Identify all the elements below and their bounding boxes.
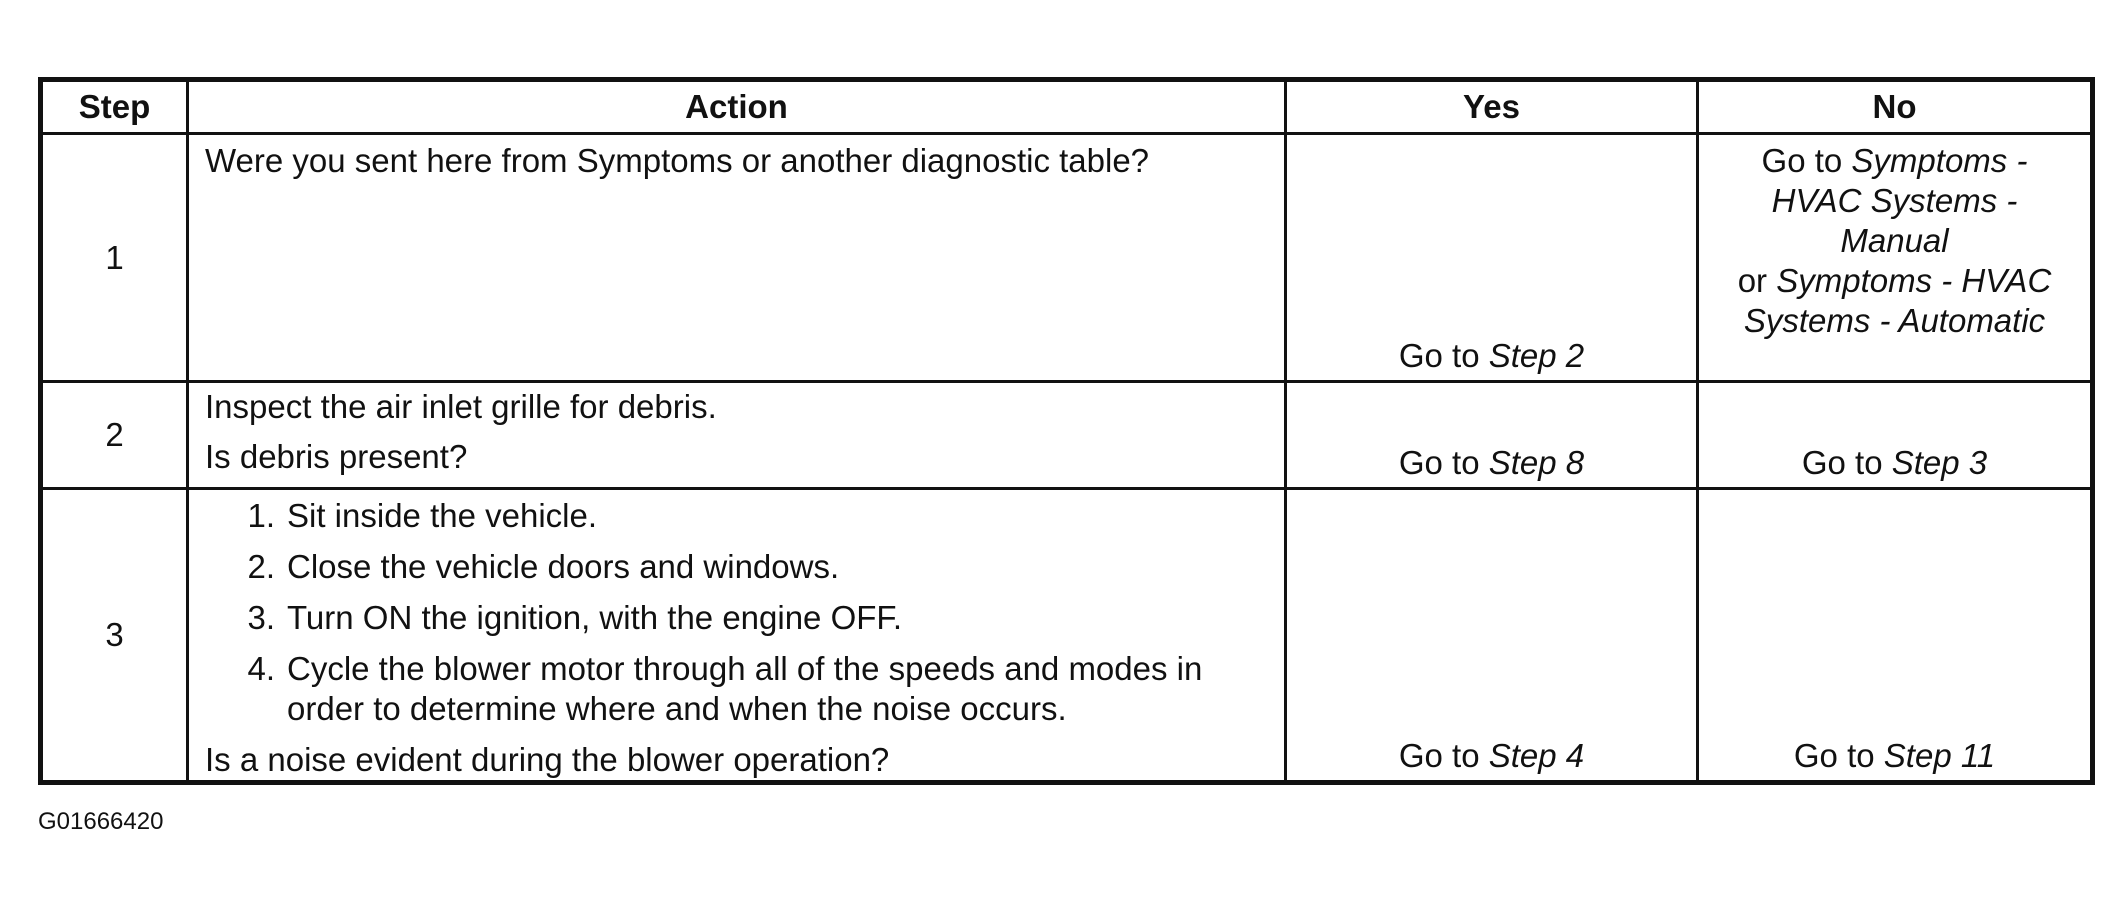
- list-item-text: Cycle the blower motor through all of the speeds and modes in order to determine where and when the noise occurs.: [287, 650, 1203, 727]
- no-reference[interactable]: [1699, 736, 2090, 780]
- table-row: [41, 489, 2093, 783]
- no-line-prefix: or: [1737, 262, 1777, 299]
- no-line-link[interactable]: Symptoms -: [1851, 142, 2028, 179]
- no-line: [1699, 221, 2090, 261]
- no-cell: [1698, 382, 2093, 489]
- yes-step-link[interactable]: Step 4: [1488, 737, 1585, 774]
- yes-prefix: Go to: [1398, 337, 1489, 374]
- action-question: Were you sent here from Symptoms or another diagnostic table?: [205, 142, 1150, 179]
- yes-step-link[interactable]: Step 2: [1488, 337, 1585, 374]
- yes-cell: [1286, 489, 1698, 783]
- no-line: [1699, 301, 2090, 341]
- no-line: [1699, 141, 2090, 181]
- list-item: [205, 649, 1270, 729]
- action-cell: [188, 489, 1286, 783]
- header-action: Action: [188, 80, 1286, 134]
- no-step-link[interactable]: Step 11: [1883, 737, 1996, 774]
- list-item-number: 4.: [247, 650, 275, 687]
- yes-reference[interactable]: [1287, 443, 1696, 487]
- step-number: 2: [41, 382, 188, 489]
- figure-id: G01666420: [38, 808, 164, 835]
- list-item: [205, 496, 1270, 536]
- header-no: No: [1698, 80, 2093, 134]
- yes-prefix: Go to: [1398, 737, 1489, 774]
- action-cell: [188, 382, 1286, 489]
- yes-step-link[interactable]: Step 8: [1488, 444, 1585, 481]
- table-header-row: [41, 80, 2093, 134]
- list-item-number: 1.: [247, 497, 275, 534]
- list-item-number: 2.: [247, 548, 275, 585]
- no-line-link[interactable]: Systems - Automatic: [1743, 302, 2046, 339]
- action-instruction: Inspect the air inlet grille for debris.: [205, 388, 717, 425]
- action-cell: [188, 134, 1286, 382]
- table-row: [41, 134, 2093, 382]
- diagnostic-table: [38, 77, 2095, 785]
- no-prefix: Go to: [1801, 444, 1892, 481]
- header-yes: Yes: [1286, 80, 1698, 134]
- yes-cell: [1286, 382, 1698, 489]
- no-line-link[interactable]: Manual: [1840, 222, 1949, 259]
- no-line: [1699, 181, 2090, 221]
- no-step-link[interactable]: Step 3: [1891, 444, 1988, 481]
- no-line: [1699, 261, 2090, 301]
- action-question: Is debris present?: [205, 438, 468, 475]
- list-item: [205, 598, 1270, 638]
- no-prefix: Go to: [1793, 737, 1884, 774]
- no-reference[interactable]: [1699, 135, 2090, 341]
- table-row: [41, 382, 2093, 489]
- list-item: [205, 547, 1270, 587]
- no-line-link[interactable]: Symptoms - HVAC: [1776, 262, 2052, 299]
- no-cell: [1698, 134, 2093, 382]
- yes-reference[interactable]: [1287, 336, 1696, 380]
- no-line-prefix: Go to: [1761, 142, 1852, 179]
- yes-prefix: Go to: [1398, 444, 1489, 481]
- yes-reference[interactable]: [1287, 736, 1696, 780]
- action-question: Is a noise evident during the blower operation?: [205, 741, 890, 778]
- action-steps: [205, 490, 1270, 780]
- header-step: Step: [41, 80, 188, 134]
- list-item-number: 3.: [247, 599, 275, 636]
- no-reference[interactable]: [1699, 443, 2090, 487]
- list-item-text: Close the vehicle doors and windows.: [287, 548, 840, 585]
- yes-cell: [1286, 134, 1698, 382]
- list-item-text: Turn ON the ignition, with the engine OFF.: [287, 599, 903, 636]
- step-number: 3: [41, 489, 188, 783]
- no-cell: [1698, 489, 2093, 783]
- action-step-list: [205, 496, 1270, 729]
- list-item-text: Sit inside the vehicle.: [287, 497, 598, 534]
- no-line-link[interactable]: HVAC Systems -: [1771, 182, 2018, 219]
- step-number: 1: [41, 134, 188, 382]
